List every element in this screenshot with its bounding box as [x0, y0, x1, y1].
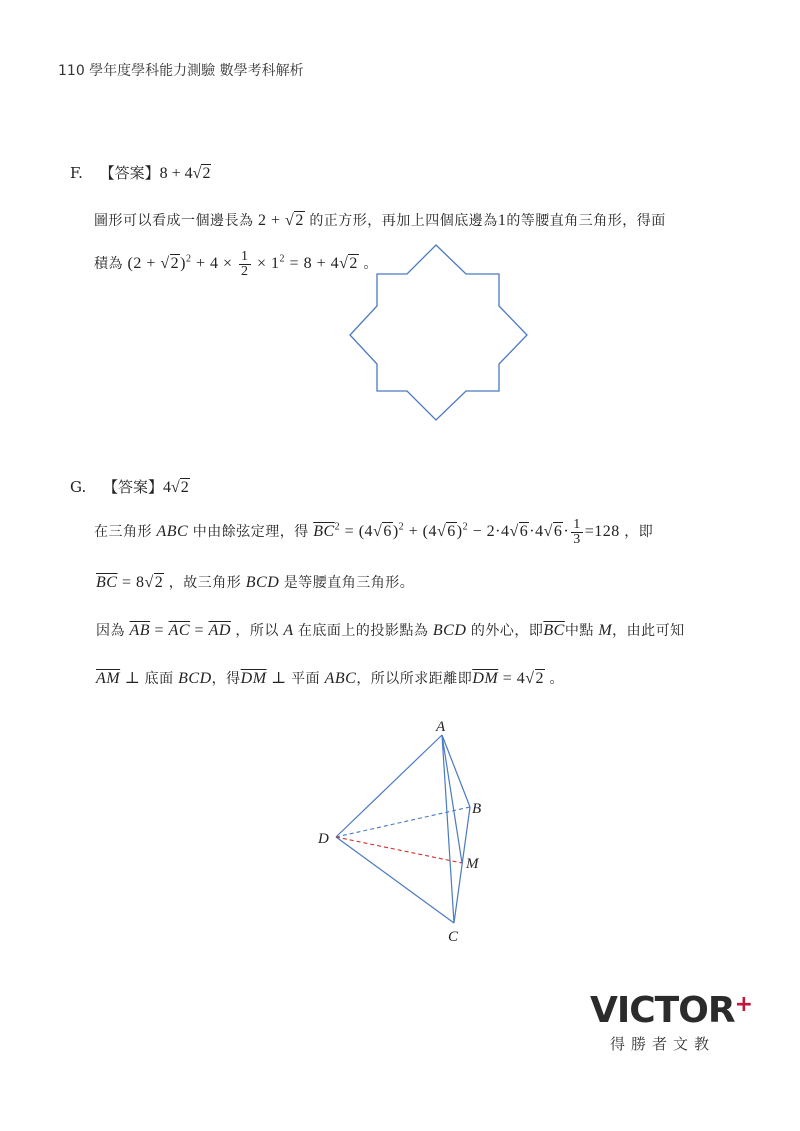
- text-fragment: 在底面上的投影點為: [297, 623, 429, 639]
- logo-wordmark: VICTOR: [590, 990, 735, 1031]
- text-fragment: 。: [549, 671, 565, 687]
- edge-am: [442, 735, 462, 863]
- edge-ad: [336, 735, 442, 837]
- text-fragment: 圖形可以看成一個邊長為: [94, 213, 254, 229]
- math-base: 1: [497, 212, 507, 229]
- text-fragment: 的外心，即: [470, 623, 544, 639]
- math-abc: ABC: [152, 523, 193, 541]
- victor-logo: [590, 990, 753, 1054]
- section-g-line-1: [94, 518, 653, 547]
- text-fragment: ，得: [211, 671, 241, 687]
- page-header: 110 學年度學科能力測驗 數學考科解析: [58, 63, 304, 79]
- section-g-answer: 4√2: [163, 479, 189, 496]
- vertex-label-b: B: [472, 801, 482, 817]
- text-fragment: 在三角形: [94, 524, 152, 541]
- text-fragment: 因為: [96, 623, 125, 639]
- section-g-answer-tag: 【答案】: [103, 478, 164, 496]
- math-bcd: BCD: [428, 622, 471, 639]
- vertex-label-a: A: [436, 719, 446, 735]
- vertex-label-d: D: [318, 831, 329, 847]
- segment-dm-hidden: [336, 837, 462, 863]
- text-fragment: 中由餘弦定理，得: [192, 524, 309, 541]
- edge-ac: [442, 735, 454, 923]
- math-abc: ABC: [320, 670, 357, 687]
- section-f-answer: 8 + 4√2: [159, 165, 211, 182]
- text-fragment: 的等腰直角三角形，得面: [506, 213, 666, 229]
- section-f-answer-tag: 【答案】: [99, 164, 160, 182]
- text-fragment: 平面: [291, 671, 321, 687]
- section-g-line-4: [96, 668, 564, 688]
- text-fragment: 。: [363, 256, 378, 273]
- section-g-line-3: [96, 620, 685, 640]
- math-area-formula: $(2 + √2)^2 + 4$ × $\frac{1}{2}$ × $1^2 = 8 + 4√2$: [123, 249, 358, 279]
- text-fragment: 積為: [94, 256, 123, 273]
- math-bc-length: $\overline{BC} = 8√2$: [96, 574, 164, 591]
- logo-subtitle: 得勝者文教: [610, 1035, 716, 1053]
- edge-db-hidden: [336, 807, 470, 837]
- section-f-label: F.: [70, 164, 83, 182]
- edge-dc: [336, 837, 454, 923]
- text-fragment: ，所以所求距離即: [356, 671, 473, 687]
- text-fragment: ，即: [624, 524, 654, 541]
- star-outline: [350, 245, 527, 420]
- text-fragment: ，由此可知: [612, 623, 685, 639]
- text-fragment: ，所以: [235, 623, 279, 639]
- tetrahedron-diagram: [300, 715, 520, 950]
- math-bc: $\overline{BC}$: [543, 622, 565, 639]
- math-dm-perp: $\overline{DM}$ ⊥: [240, 670, 292, 687]
- text-fragment: 是等腰直角三角形。: [283, 575, 415, 591]
- math-side-length: 2 + √2: [253, 212, 304, 229]
- star-octagon-figure: [345, 240, 530, 425]
- math-bcd: BCD: [173, 670, 212, 687]
- text-fragment: ，故三角形: [168, 575, 242, 591]
- section-g-label: G.: [70, 478, 87, 496]
- math-bcd: BCD: [241, 574, 284, 591]
- section-g-heading: [70, 476, 190, 497]
- section-g-line-2: [96, 572, 414, 592]
- vertex-label-c: C: [448, 929, 459, 945]
- section-f-line-2: [94, 250, 378, 279]
- text-fragment: 的正方形，再加上四個底邊為: [309, 213, 498, 229]
- math-distance: $\overline{DM} = 4√2$: [472, 670, 545, 687]
- logo-plus: +: [734, 992, 753, 1017]
- vertex-label-m: M: [466, 856, 479, 872]
- math-equal-edges: $\overline{AB} = \overline{AC} = \overline{AD}$: [129, 622, 231, 639]
- section-f-heading: [70, 162, 211, 183]
- math-a: A: [278, 622, 298, 639]
- math-am-perp: $\overline{AM}$ ⊥: [96, 670, 145, 687]
- math-cosine-law: $\overline{BC}^2 = (4√6)^2 + (4√6)^2 - 2\cdot 4√6\cdot 4√6\cdot$ $\frac{1}{3}$ =128: [313, 517, 625, 547]
- text-fragment: 中點: [564, 623, 594, 639]
- section-f-line-1: [94, 210, 666, 230]
- text-fragment: 底面: [144, 671, 174, 687]
- math-m: M: [593, 622, 613, 639]
